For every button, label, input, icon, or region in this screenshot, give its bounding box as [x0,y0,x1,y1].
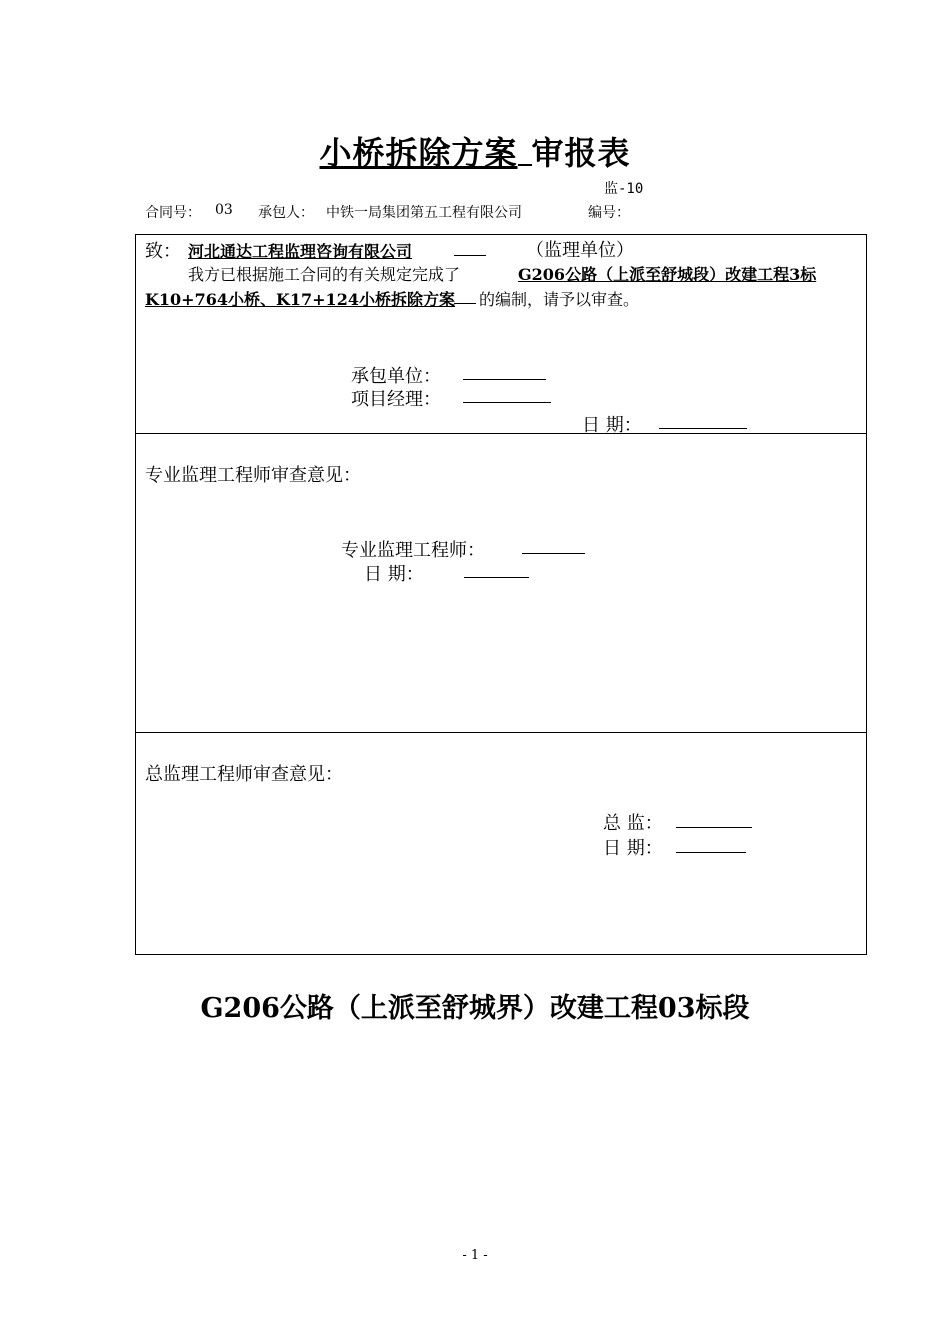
title-plain: 审报表 [531,134,631,172]
contractor-unit-blank [463,363,546,380]
engineer-review-heading: 专业监理工程师审查意见： [145,465,361,486]
project-blank [454,287,476,304]
to-label: 致： [145,241,181,262]
body-prefix: 我方已根据施工合同的有关规定完成了 [188,265,461,284]
chief-blank [676,811,752,828]
title-underlined: 小桥拆除方案 [319,134,518,172]
project-manager-label: 项目经理： [351,389,441,410]
contractor-value: 中铁一局集团第五工程有限公司 [326,205,522,221]
date-label-1: 日 期： [582,415,642,436]
date-blank-2 [464,561,529,578]
contract-label: 合同号： [145,205,201,221]
number-label: 编号： [588,205,630,221]
contract-value: 03 [215,202,233,218]
project-name-line2: K10+764小桥、K17+124小桥拆除方案 [145,290,455,309]
to-suffix: （监理单位） [526,240,634,261]
page-number: - 1 - [462,1248,488,1263]
engineer-review-section [135,433,867,733]
date-blank-3 [676,836,746,853]
chief-review-heading: 总监理工程师审查意见： [145,764,343,785]
submission-section [135,234,867,434]
engineer-label: 专业监理工程师： [341,540,485,561]
date-label-3: 日 期： [603,838,663,859]
project-name-line1: G206公路（上派至舒城段）改建工程3标 [518,265,817,284]
page-title [0,128,950,174]
to-blank [454,239,486,256]
body-suffix: 的编制，请予以审查。 [479,290,640,309]
contractor-unit-label: 承包单位： [351,366,441,387]
project-section-title: G206公路（上派至舒城界）改建工程03标段 [200,993,750,1024]
date-blank-1 [659,412,747,429]
chief-label: 总 监： [603,813,663,834]
supervisor-company: 河北通达工程监理咨询有限公司 [188,242,413,261]
chief-review-section [135,732,867,955]
form-code: 监-10 [604,181,644,197]
title-blank [518,138,532,166]
date-label-2: 日 期： [364,564,424,585]
contractor-label: 承包人： [258,205,314,221]
project-manager-blank [463,386,551,403]
engineer-blank [522,537,585,554]
